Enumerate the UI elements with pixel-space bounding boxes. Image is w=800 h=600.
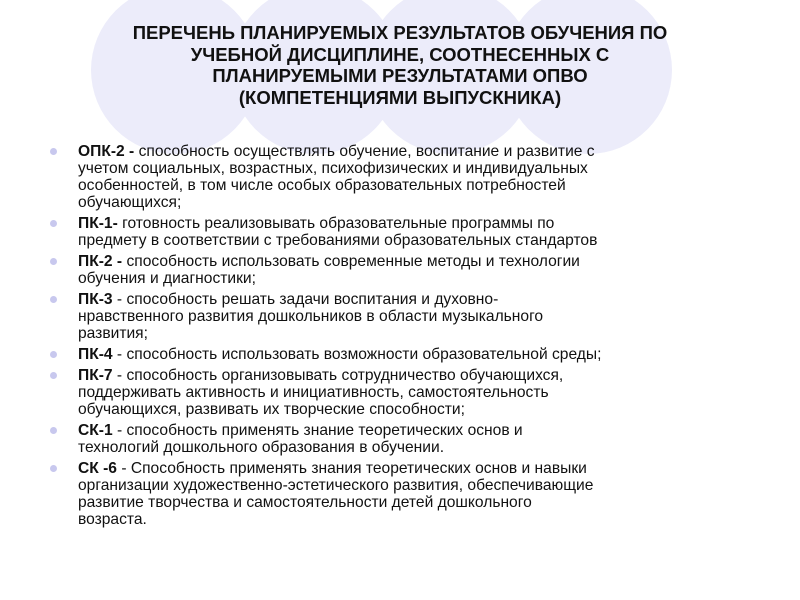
item-line: предмету в соответствии с требованиями образовательных стандартов bbox=[78, 232, 598, 249]
competency-code: СК -6 bbox=[78, 460, 117, 477]
title-line: ПЕРЕЧЕНЬ ПЛАНИРУЕМЫХ РЕЗУЛЬТАТОВ ОБУЧЕНИЯ ПО bbox=[132, 22, 668, 43]
competency-code: ПК-4 bbox=[78, 346, 113, 363]
competency-code: ПК-3 bbox=[78, 291, 113, 308]
item-line bbox=[78, 460, 760, 477]
list-item bbox=[48, 367, 760, 418]
list-item bbox=[48, 460, 760, 528]
item-line: развития; bbox=[78, 325, 148, 342]
item-line bbox=[78, 422, 760, 439]
bullet-dot-icon bbox=[50, 258, 57, 265]
competency-code: ПК-1- bbox=[78, 215, 118, 232]
item-line bbox=[78, 143, 760, 160]
bullet-dot-icon bbox=[50, 148, 57, 155]
item-line: обучающихся, развивать их творческие способности; bbox=[78, 401, 465, 418]
bullet-dot-icon bbox=[50, 220, 57, 227]
competency-code: ПК-2 - bbox=[78, 253, 123, 270]
item-text: способность осуществлять обучение, воспитание и развитие с bbox=[134, 143, 595, 160]
competency-list bbox=[48, 143, 760, 532]
item-line: обучения и диагностики; bbox=[78, 270, 256, 287]
list-item bbox=[48, 291, 760, 342]
item-text: - способность решать задачи воспитания и духовно- bbox=[112, 291, 499, 308]
bullet-dot-icon bbox=[50, 372, 57, 379]
item-line: обучающихся; bbox=[78, 194, 182, 211]
item-line: возраста. bbox=[78, 511, 147, 528]
item-line bbox=[78, 215, 760, 232]
list-item bbox=[48, 253, 760, 287]
title-line: ПЛАНИРУЕМЫМИ РЕЗУЛЬТАТАМИ ОПВО bbox=[212, 65, 588, 86]
list-item bbox=[48, 346, 760, 363]
item-line: поддерживать активность и инициативность, самостоятельность bbox=[78, 384, 549, 401]
item-text: - Способность применять знания теоретических основ и навыки bbox=[116, 460, 587, 477]
competency-code: СК-1 bbox=[78, 422, 113, 439]
bullet-dot-icon bbox=[50, 296, 57, 303]
item-text: способность использовать современные методы и технологии bbox=[122, 253, 580, 270]
list-item bbox=[48, 143, 760, 211]
bullet-dot-icon bbox=[50, 351, 57, 358]
item-line bbox=[78, 367, 760, 384]
item-line bbox=[78, 291, 760, 308]
title-line: (КОМПЕТЕНЦИЯМИ ВЫПУСКНИКА) bbox=[238, 86, 562, 108]
item-text: готовность реализовывать образовательные программы по bbox=[117, 215, 555, 232]
item-text: - способность применять знание теоретических основ и bbox=[112, 422, 523, 439]
bullet-dot-icon bbox=[50, 465, 57, 472]
item-line: нравственного развития дошкольников в области музыкального bbox=[78, 308, 544, 325]
item-line: технологий дошкольного образования в обучении. bbox=[78, 439, 445, 456]
item-text: - способность использовать возможности образовательной среды; bbox=[112, 346, 602, 363]
bullet-dot-icon bbox=[50, 427, 57, 434]
item-text: - способность организовывать сотрудничество обучающихся, bbox=[112, 367, 564, 384]
title-line: УЧЕБНОЙ ДИСЦИПЛИНЕ, СООТНЕСЕННЫХ С bbox=[190, 43, 610, 65]
competency-code: ПК-7 bbox=[78, 367, 113, 384]
item-line: учетом социальных, возрастных, психофизических и индивидуальных bbox=[78, 160, 588, 177]
item-line: развитие творчества и самостоятельности детей дошкольного bbox=[78, 494, 532, 511]
item-line bbox=[78, 346, 760, 363]
item-line: особенностей, в том числе особых образовательных потребностей bbox=[78, 177, 566, 194]
competency-code: ОПК-2 - bbox=[78, 143, 135, 160]
list-item bbox=[48, 422, 760, 456]
item-line: организации художественно-эстетического развития, обеспечивающие bbox=[78, 477, 594, 494]
list-item bbox=[48, 215, 760, 249]
slide-title bbox=[60, 22, 740, 108]
item-line bbox=[78, 253, 760, 270]
